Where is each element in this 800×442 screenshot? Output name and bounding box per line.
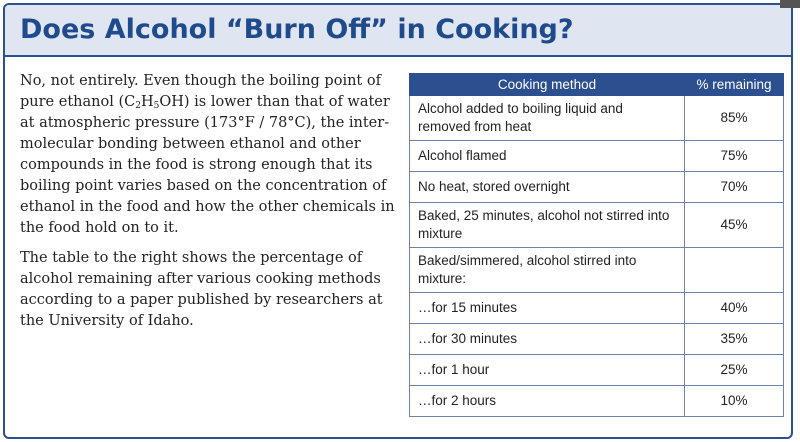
cell-percent: 85%: [685, 96, 784, 141]
table-row: [410, 355, 784, 386]
formula-subscript-hydrogen: 5: [153, 101, 160, 111]
title-bar: [5, 5, 791, 57]
table-header-row: [410, 74, 784, 96]
paragraph-table-note: The table to the right shows the percentage of alcohol remaining after various cooking methods according to a paper published by researchers at the University of Idaho.: [20, 250, 383, 329]
paragraph-intro-text-start: No, not entirely. Even though the boiling point of pure ethanol (C: [20, 73, 381, 110]
page-title: Does Alcohol “Burn Off” in Cooking?: [20, 14, 574, 45]
cell-percent: 35%: [685, 324, 784, 355]
table-row: [410, 96, 784, 141]
formula-subscript-carbon: 2: [135, 101, 141, 111]
table-row: [410, 324, 784, 355]
column-header-method: Cooking method: [410, 74, 685, 96]
cell-method: Baked/simmered, alcohol stirred into mixture:: [410, 248, 685, 293]
column-header-percent: % remaining: [685, 74, 784, 96]
cell-method: …for 15 minutes: [410, 293, 685, 324]
corner-tab-decoration: [780, 0, 800, 8]
body-text: [20, 71, 395, 341]
paragraph-intro: [20, 71, 395, 239]
cell-percent: 45%: [685, 203, 784, 248]
cell-method: No heat, stored overnight: [410, 172, 685, 203]
article-panel: [3, 3, 793, 439]
cell-method: …for 2 hours: [410, 386, 685, 417]
table-row: [410, 386, 784, 417]
table-row: [410, 172, 784, 203]
cell-percent: [685, 248, 784, 293]
table-row: [410, 248, 784, 293]
cell-method: …for 30 minutes: [410, 324, 685, 355]
cell-method: …for 1 hour: [410, 355, 685, 386]
cell-method: Alcohol flamed: [410, 141, 685, 172]
cell-percent: 10%: [685, 386, 784, 417]
table-row: [410, 141, 784, 172]
cell-method: Alcohol added to boiling liquid and removed from heat: [410, 96, 685, 141]
alcohol-remaining-table: [409, 73, 784, 417]
table-row: [410, 293, 784, 324]
cell-percent: 70%: [685, 172, 784, 203]
cell-percent: 40%: [685, 293, 784, 324]
cell-percent: 75%: [685, 141, 784, 172]
formula-hydrogen: H: [140, 94, 154, 110]
paragraph-intro-text-end: OH) is lower than that of water at atmospheric pressure (173°F / 78°C), the inter-molecular bonding between ethanol and other compounds in the food is strong enough that its boiling point varies based on the concentration of ethanol in the food and how the other chemicals in the food hold on to it.: [20, 94, 395, 236]
table-row: [410, 203, 784, 248]
cell-percent: 25%: [685, 355, 784, 386]
cell-method: Baked, 25 minutes, alcohol not stirred into mixture: [410, 203, 685, 248]
